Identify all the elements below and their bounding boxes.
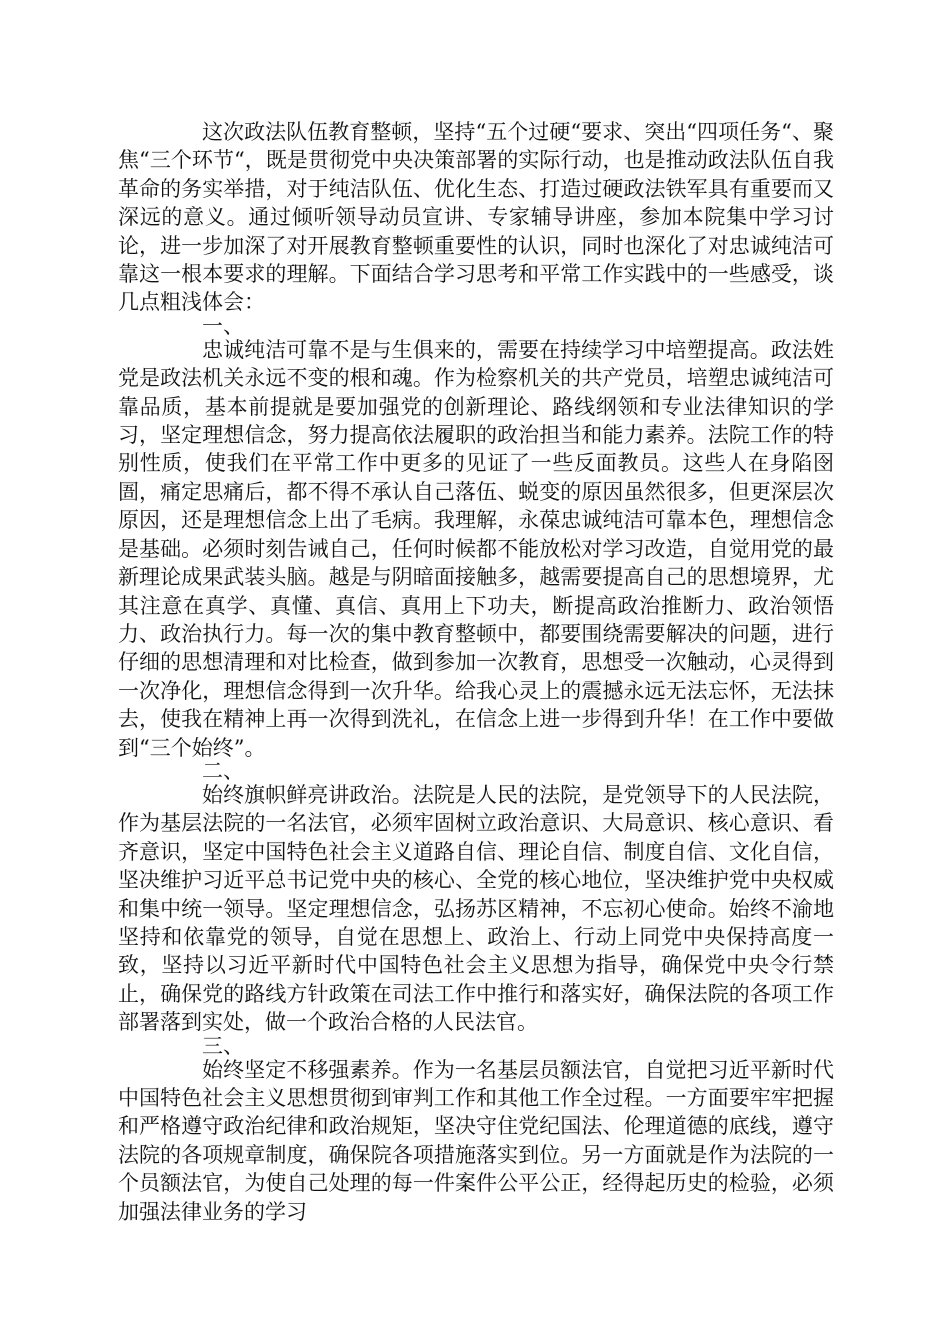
- intro-paragraph: 这次政法队伍教育整顿，坚持“五个过硬“要求、突出“四项任务“、聚焦“三个环节“，既是贯彻党中央决策部署的实际行动，也是推动政法队伍自我革命的务实举措，对于纯洁队伍、优化生态、打造过硬政法铁军具有重要而又深远的意义。通过倾听领导动员宣讲、专家辅导讲座，参加本院集中学习讨论，进一步加深了对开展教育整顿重要性的认识，同时也深化了对忠诚纯洁可靠这一根本要求的理解。下面结合学习思考和平常工作实践中的一些感受，谈几点粗浅体会：: [118, 120, 834, 315]
- document-body: [118, 118, 834, 1226]
- section-paragraph-2: 始终旗帜鲜亮讲政治。法院是人民的法院，是党领导下的人民法院，作为基层法院的一名法官，必须牢固树立政治意识、大局意识、核心意识、看齐意识，坚定中国特色社会主义道路自信、理论自信、制度自信、文化自信，坚决维护习近平总书记党中央的核心、全党的核心地位，坚决维护党中央权威和集中统一领导。坚定理想信念，弘扬苏区精神，不忘初心使命。始终不渝地坚持和依靠党的领导，自觉在思想上、政治上、行动上同党中央保持高度一致，坚持以习近平新时代中国特色社会主义思想为指导，确保党中央令行禁止，确保党的路线方针政策在司法工作中推行和落实好，确保法院的各项工作部署落到实处，做一个政治合格的人民法官。: [118, 782, 834, 1035]
- section-paragraph-1: 忠诚纯洁可靠不是与生俱来的，需要在持续学习中培塑提高。政法姓党是政法机关永远不变的根和魂。作为检察机关的共产党员，培塑忠诚纯洁可靠品质，基本前提就是要加强党的创新理论、路线纲领和专业法律知识的学习，坚定理想信念，努力提高依法履职的政治担当和能力素养。法院工作的特别性质，使我们在平常工作中更多的见证了一些反面教员。这些人在身陷囹圄，痛定思痛后，都不得不承认自己落伍、蜕变的原因虽然很多，但更深层次原因，还是理想信念上出了毛病。我理解，永葆忠诚纯洁可靠本色，理想信念是基础。必须时刻告诫自己，任何时候都不能放松对学习改造，自觉用党的最新理论成果武装头脑。越是与阴暗面接触多，越需要提高自己的思想境界，尤其注意在真学、真懂、真信、真用上下功夫，断提高政治推断力、政治领悟力、政治执行力。每一次的集中教育整顿中，都要围绕需要解决的问题，进行仔细的思想清理和对比检查，做到参加一次教育，思想受一次触动，心灵得到一次净化，理想信念得到一次升华。给我心灵上的震撼永远无法忘怀，无法抹去，使我在精神上再一次得到洗礼，在信念上进一步得到升华！在工作中要做到“三个始终”。: [118, 337, 834, 760]
- section-heading-2: 二、: [202, 761, 244, 781]
- section-paragraph-3: 始终坚定不移强素养。作为一名基层员额法官，自觉把习近平新时代中国特色社会主义思想贯彻到审判工作和其他工作全过程。一方面要牢牢把握和严格遵守政治纪律和政治规矩，坚决守住党纪国法、伦理道德的底线，遵守法院的各项规章制度，确保院各项措施落实到位。另一方面就是作为法院的一个员额法官，为使自己处理的每一件案件公平公正，经得起历史的检验，必须加强法律业务的学习: [118, 1057, 834, 1224]
- section-heading-3: 三、: [202, 1036, 244, 1056]
- section-heading-1: 一、: [202, 316, 244, 336]
